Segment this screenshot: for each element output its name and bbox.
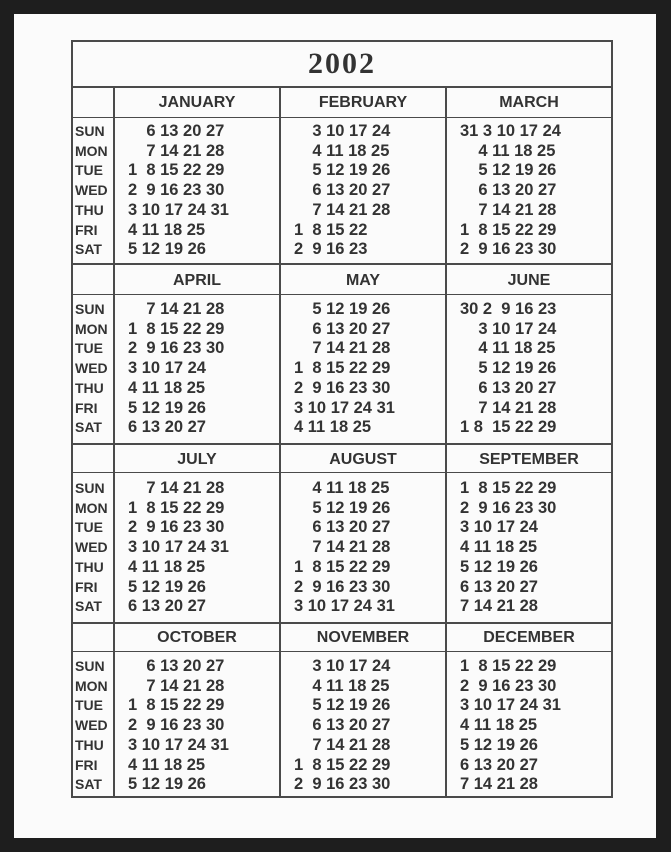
day-row-february-7: 2 9 16 23 [294, 240, 368, 259]
day-row-november-5: 7 14 21 28 [294, 735, 391, 754]
weekday-label-thu: THU [75, 379, 104, 396]
weekday-label-tue: TUE [75, 340, 103, 357]
month-name-june: JUNE [507, 272, 551, 289]
day-row-july-5: 4 11 18 25 [128, 557, 206, 576]
day-row-october-5: 3 10 17 24 31 [128, 735, 229, 754]
day-row-june-3: 4 11 18 25 [460, 339, 556, 358]
day-row-may-7: 4 11 18 25 [294, 418, 372, 437]
weekday-label-thu: THU [75, 201, 104, 218]
month-name-july: JULY [177, 451, 217, 468]
day-row-january-5: 3 10 17 24 31 [128, 200, 229, 219]
month-name-may: MAY [345, 272, 381, 289]
day-row-march-1: 31 3 10 17 24 [460, 122, 561, 140]
block-divider-2 [71, 443, 613, 445]
day-row-may-2: 6 13 20 27 [294, 319, 391, 338]
day-row-june-6: 7 14 21 28 [460, 398, 557, 417]
day-row-july-3: 2 9 16 23 30 [128, 518, 225, 537]
day-row-october-7: 5 12 19 26 [128, 775, 206, 794]
day-row-september-2: 2 9 16 23 30 [460, 498, 557, 517]
weekday-label-fri: FRI [75, 399, 98, 416]
day-row-february-3: 5 12 19 26 [294, 161, 391, 180]
weekday-label-wed: WED [75, 539, 108, 556]
day-row-december-3: 3 10 17 24 31 [460, 696, 561, 715]
weekday-label-sun: SUN [75, 123, 105, 139]
day-row-october-6: 4 11 18 25 [128, 755, 206, 774]
weekday-label-mon: MON [75, 142, 108, 159]
day-row-december-7: 7 14 21 28 [460, 775, 538, 794]
block-divider-1 [71, 263, 613, 265]
weekday-label-tue: TUE [75, 697, 103, 714]
day-row-january-7: 5 12 19 26 [128, 240, 206, 259]
month-name-january: JANUARY [158, 94, 236, 111]
day-row-april-5: 4 11 18 25 [128, 378, 206, 397]
day-row-december-1: 1 8 15 22 29 [460, 657, 557, 675]
day-row-august-6: 2 9 16 23 30 [294, 577, 391, 596]
day-row-march-5: 7 14 21 28 [460, 200, 557, 219]
day-row-may-6: 3 10 17 24 31 [294, 398, 395, 417]
weekday-label-thu: THU [75, 736, 104, 753]
day-row-july-2: 1 8 15 22 29 [128, 498, 225, 517]
day-row-may-1: 5 12 19 26 [294, 300, 391, 318]
day-row-january-4: 2 9 16 23 30 [128, 181, 225, 200]
day-row-march-6: 1 8 15 22 29 [460, 220, 557, 239]
day-row-march-4: 6 13 20 27 [460, 181, 557, 200]
day-row-march-3: 5 12 19 26 [460, 161, 557, 180]
weekday-label-tue: TUE [75, 519, 103, 536]
day-row-august-5: 1 8 15 22 29 [294, 557, 391, 576]
year-title: 2002 [308, 47, 376, 80]
weekday-label-mon: MON [75, 677, 108, 694]
day-row-september-6: 6 13 20 27 [460, 577, 538, 596]
day-row-october-4: 2 9 16 23 30 [128, 716, 225, 735]
day-row-september-7: 7 14 21 28 [460, 597, 538, 616]
month-name-march: MARCH [499, 94, 559, 111]
day-row-november-1: 3 10 17 24 [294, 657, 391, 675]
day-row-april-1: 7 14 21 28 [128, 300, 225, 318]
day-row-september-5: 5 12 19 26 [460, 557, 538, 576]
day-row-may-3: 7 14 21 28 [294, 339, 391, 358]
day-row-april-4: 3 10 17 24 [128, 359, 206, 378]
day-row-november-6: 1 8 15 22 29 [294, 755, 391, 774]
weekday-label-mon: MON [75, 320, 108, 337]
day-row-april-2: 1 8 15 22 29 [128, 319, 225, 338]
day-row-august-3: 6 13 20 27 [294, 518, 391, 537]
day-row-february-5: 7 14 21 28 [294, 200, 391, 219]
day-row-november-4: 6 13 20 27 [294, 716, 391, 735]
weekday-label-sat: SAT [75, 776, 102, 793]
weekday-label-sat: SAT [75, 241, 102, 258]
day-row-october-1: 6 13 20 27 [128, 657, 225, 675]
block-divider-3 [71, 622, 613, 624]
day-row-april-3: 2 9 16 23 30 [128, 339, 225, 358]
day-row-december-4: 4 11 18 25 [460, 716, 538, 735]
weekday-label-sun: SUN [75, 301, 105, 317]
weekday-label-sun: SUN [75, 480, 105, 496]
day-row-april-7: 6 13 20 27 [128, 418, 206, 437]
header-divider-2 [71, 472, 613, 473]
header-divider-1 [71, 294, 613, 295]
day-row-june-1: 30 2 9 16 23 [460, 300, 557, 318]
month-name-february: FEBRUARY [318, 94, 408, 111]
weekday-label-fri: FRI [75, 756, 98, 773]
month-name-october: OCTOBER [157, 629, 237, 646]
day-row-october-3: 1 8 15 22 29 [128, 696, 225, 715]
month-name-september: SEPTEMBER [479, 451, 579, 468]
weekday-label-mon: MON [75, 499, 108, 516]
header-divider-3 [71, 651, 613, 652]
day-row-march-2: 4 11 18 25 [460, 141, 556, 160]
day-row-september-3: 3 10 17 24 [460, 518, 538, 537]
day-row-june-5: 6 13 20 27 [460, 378, 557, 397]
day-row-june-4: 5 12 19 26 [460, 359, 557, 378]
block-divider-0 [71, 86, 613, 88]
month-name-august: AUGUST [329, 451, 397, 468]
day-row-july-1: 7 14 21 28 [128, 479, 225, 497]
day-row-december-2: 2 9 16 23 30 [460, 676, 557, 695]
day-row-september-4: 4 11 18 25 [460, 538, 538, 557]
day-row-january-1: 6 13 20 27 [128, 122, 225, 140]
day-row-december-6: 6 13 20 27 [460, 755, 538, 774]
day-row-august-4: 7 14 21 28 [294, 538, 391, 557]
month-name-november: NOVEMBER [316, 629, 410, 646]
weekday-label-wed: WED [75, 182, 108, 199]
weekday-label-fri: FRI [75, 221, 98, 238]
day-row-october-2: 7 14 21 28 [128, 676, 225, 695]
day-row-february-2: 4 11 18 25 [294, 141, 390, 160]
weekday-label-wed: WED [75, 717, 108, 734]
day-row-january-2: 7 14 21 28 [128, 141, 225, 160]
day-row-july-4: 3 10 17 24 31 [128, 538, 229, 557]
weekday-label-sat: SAT [75, 598, 102, 615]
day-row-february-1: 3 10 17 24 [294, 122, 391, 140]
day-row-april-6: 5 12 19 26 [128, 398, 206, 417]
day-row-november-7: 2 9 16 23 30 [294, 775, 391, 794]
day-row-august-1: 4 11 18 25 [294, 479, 390, 497]
weekday-label-sat: SAT [75, 419, 102, 436]
day-row-may-4: 1 8 15 22 29 [294, 359, 391, 378]
day-row-august-2: 5 12 19 26 [294, 498, 391, 517]
day-row-september-1: 1 8 15 22 29 [460, 479, 557, 497]
weekday-label-thu: THU [75, 558, 104, 575]
day-row-july-7: 6 13 20 27 [128, 597, 206, 616]
weekday-label-wed: WED [75, 360, 108, 377]
day-row-february-6: 1 8 15 22 [294, 220, 368, 239]
weekday-col-divider [113, 86, 115, 798]
header-divider-0 [71, 117, 613, 118]
day-row-november-2: 4 11 18 25 [294, 676, 390, 695]
day-row-august-7: 3 10 17 24 31 [294, 597, 395, 616]
day-row-july-6: 5 12 19 26 [128, 577, 206, 596]
day-row-january-6: 4 11 18 25 [128, 220, 206, 239]
day-row-june-2: 3 10 17 24 [460, 319, 557, 338]
day-row-june-7: 1 8 15 22 29 [460, 418, 557, 437]
month-name-december: DECEMBER [483, 629, 575, 646]
month-name-april: APRIL [173, 272, 221, 289]
weekday-label-fri: FRI [75, 578, 98, 595]
weekday-label-sun: SUN [75, 658, 105, 674]
month-col-divider-2 [445, 86, 447, 798]
month-col-divider-1 [279, 86, 281, 798]
day-row-may-5: 2 9 16 23 30 [294, 378, 391, 397]
day-row-february-4: 6 13 20 27 [294, 181, 391, 200]
weekday-label-tue: TUE [75, 162, 103, 179]
day-row-november-3: 5 12 19 26 [294, 696, 391, 715]
day-row-december-5: 5 12 19 26 [460, 735, 538, 754]
day-row-january-3: 1 8 15 22 29 [128, 161, 225, 180]
day-row-march-7: 2 9 16 23 30 [460, 240, 557, 259]
